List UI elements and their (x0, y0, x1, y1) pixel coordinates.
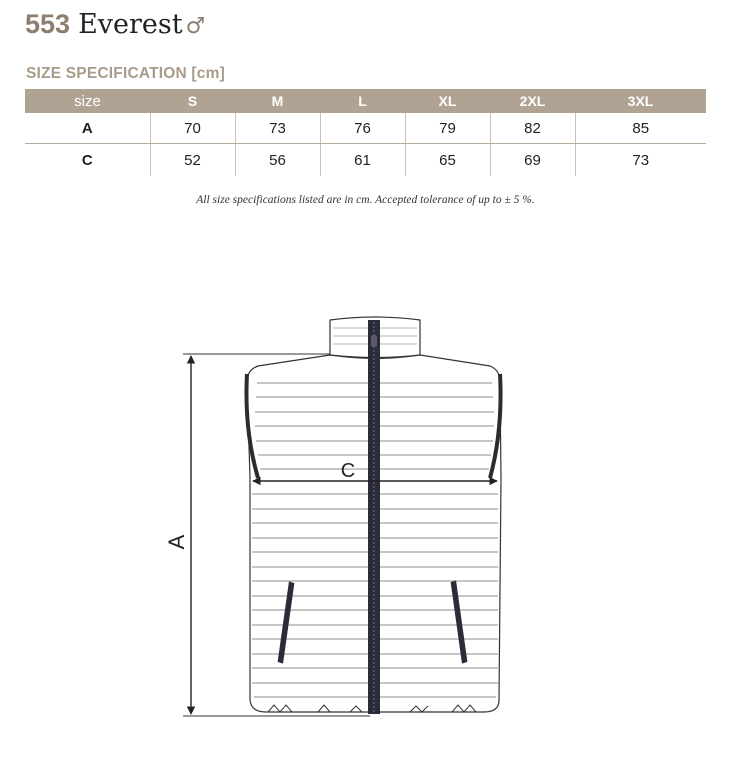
zipper-pull (371, 335, 377, 347)
male-symbol-icon: ♂ (185, 14, 206, 39)
size-header-cell: 3XL (575, 89, 706, 113)
size-spec-heading: SIZE SPECIFICATION [cm] (26, 65, 225, 82)
table-cell: 73 (235, 113, 320, 144)
row-label: A (25, 113, 150, 144)
table-cell: 79 (405, 113, 490, 144)
table-cell: 69 (490, 144, 575, 177)
size-header-cell: 2XL (490, 89, 575, 113)
product-code: 553 (25, 9, 71, 39)
size-header-cell: S (150, 89, 235, 113)
product-name: Everest (78, 9, 183, 40)
table-cell: 73 (575, 144, 706, 177)
size-header-cell: M (235, 89, 320, 113)
table-cell: 52 (150, 144, 235, 177)
table-cell: 65 (405, 144, 490, 177)
chest-label: C (340, 460, 356, 482)
size-header-cell: XL (405, 89, 490, 113)
table-cell: 76 (320, 113, 405, 144)
row-label: C (81, 151, 93, 169)
tolerance-note: All size specifications listed are in cm. Accepted tolerance of up to ± 5 %. (196, 194, 535, 206)
table-cell: 70 (150, 113, 235, 144)
table-cell: 85 (575, 113, 706, 144)
table-cell: 56 (235, 144, 320, 177)
size-header-cell: L (320, 89, 405, 113)
table-cell: 82 (490, 113, 575, 144)
size-column-label: size (25, 89, 150, 113)
length-label: A (164, 534, 189, 550)
table-cell: 61 (320, 144, 405, 177)
